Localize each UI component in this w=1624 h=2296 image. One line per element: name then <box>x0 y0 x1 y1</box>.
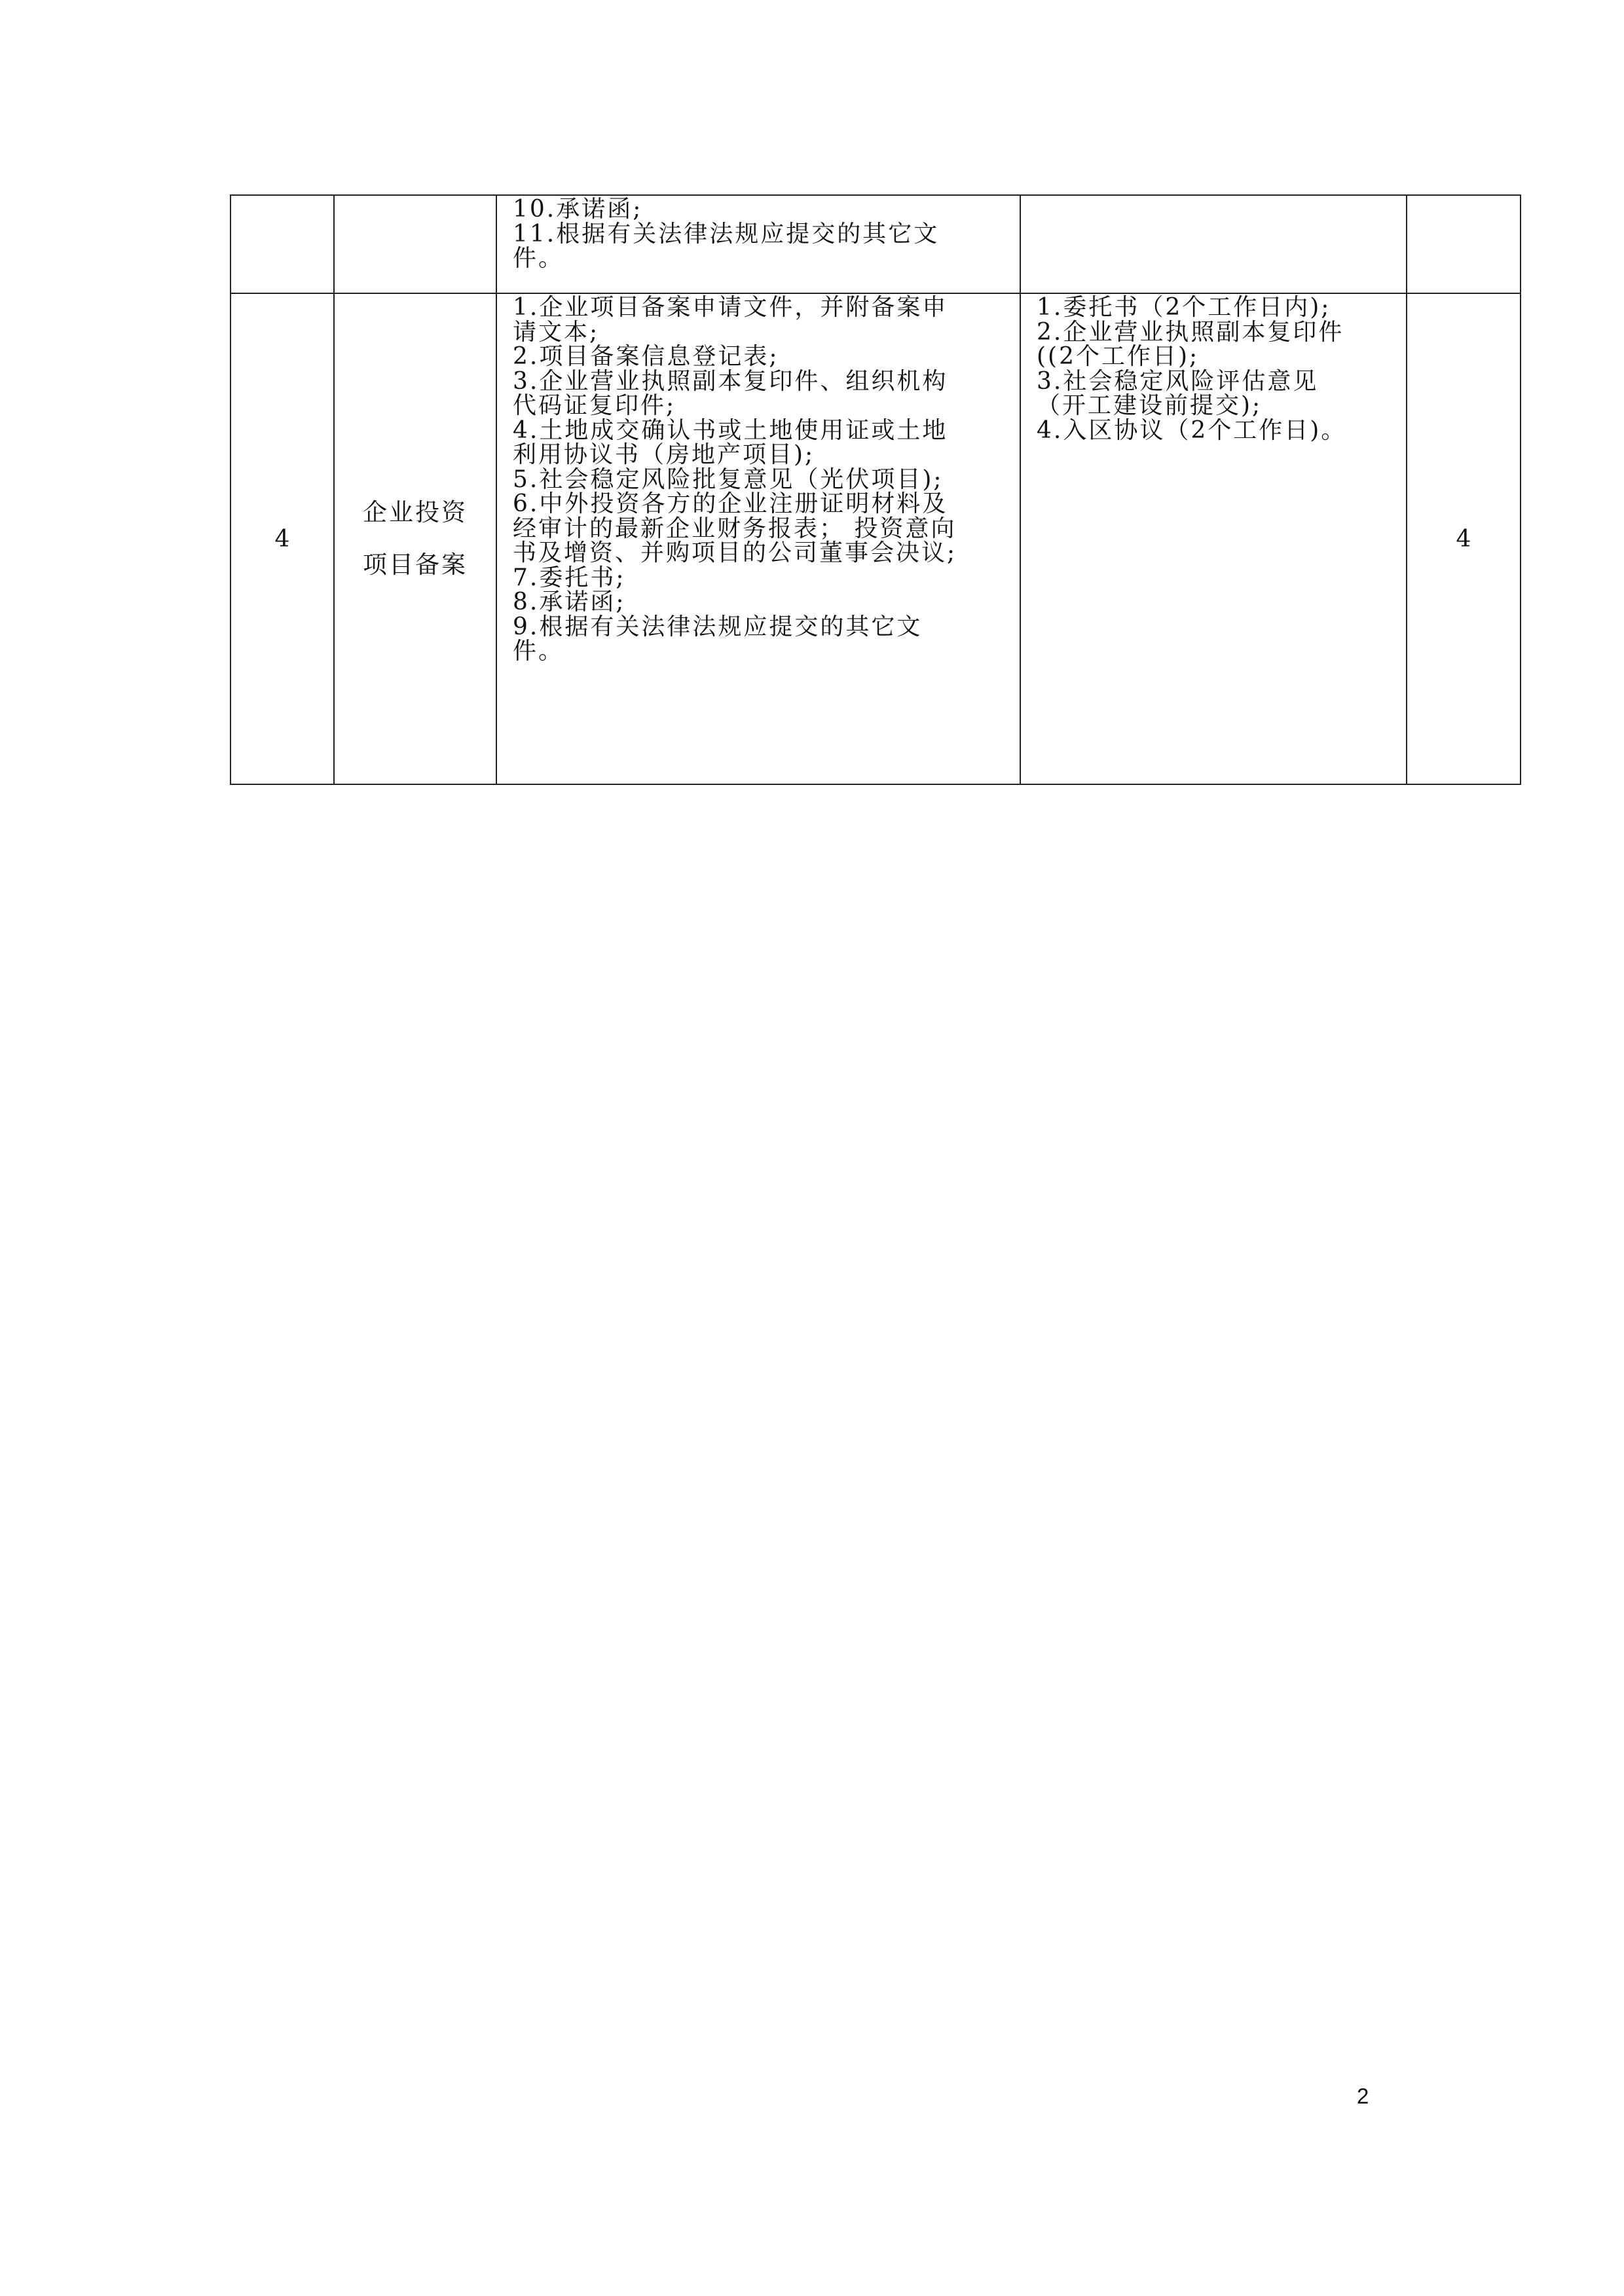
table-row <box>231 195 1521 293</box>
service-name-line: 企业投资 <box>363 498 468 526</box>
page-number: 2 <box>1357 2084 1369 2108</box>
material-line: 8.承诺函; <box>513 589 626 615</box>
other-materials-cell <box>1020 293 1407 784</box>
material-line: 11.根据有关法律法规应提交的其它文 <box>513 220 940 247</box>
material-line: 代码证复印件; <box>513 392 676 419</box>
material-line: 利用协议书（房地产项目); <box>513 441 815 468</box>
row-number-cell <box>231 195 334 293</box>
days-cell <box>1407 195 1521 293</box>
other-material-line: 4.入区协议（2个工作日)。 <box>1037 416 1347 444</box>
material-line: 请文本; <box>513 318 600 346</box>
requirements-table <box>230 194 1521 785</box>
material-line: 2.项目备案信息登记表; <box>513 343 779 370</box>
material-line: 10.承诺函; <box>513 196 643 223</box>
material-line: 件。 <box>513 245 564 272</box>
other-material-line: ((2个工作日); <box>1037 343 1200 370</box>
table-row <box>231 293 1521 784</box>
other-materials-cell <box>1020 195 1407 293</box>
days-cell: 4 <box>1407 293 1521 784</box>
materials-cell <box>496 195 1020 293</box>
material-line: 书及增资、并购项目的公司董事会决议; <box>513 539 957 566</box>
material-line: 经审计的最新企业财务报表； 投资意向 <box>513 515 957 542</box>
other-material-line: 3.社会稳定风险评估意见 <box>1037 367 1319 395</box>
service-name-line: 项目备案 <box>363 551 468 579</box>
material-line: 7.委托书; <box>513 564 626 591</box>
other-material-line: 1.委托书（2个工作日内); <box>1037 294 1331 321</box>
material-line: 4.土地成交确认书或土地使用证或土地 <box>513 416 948 444</box>
material-line: 9.根据有关法律法规应提交的其它文 <box>513 613 923 640</box>
materials-cell <box>496 293 1020 784</box>
material-line: 3.企业营业执照副本复印件、组织机构 <box>513 367 948 395</box>
material-line: 6.中外投资各方的企业注册证明材料及 <box>513 490 948 517</box>
other-material-line: 2.企业营业执照副本复印件 <box>1037 318 1344 346</box>
row-number-cell: 4 <box>231 293 334 784</box>
service-cell <box>334 195 496 293</box>
material-line: 5.社会稳定风险批复意见（光伏项目); <box>513 465 944 493</box>
other-material-line: （开工建设前提交); <box>1037 392 1263 419</box>
material-line: 件。 <box>513 638 564 665</box>
service-name-cell <box>334 293 496 784</box>
material-line: 1.企业项目备案申请文件，并附备案申 <box>513 294 948 321</box>
